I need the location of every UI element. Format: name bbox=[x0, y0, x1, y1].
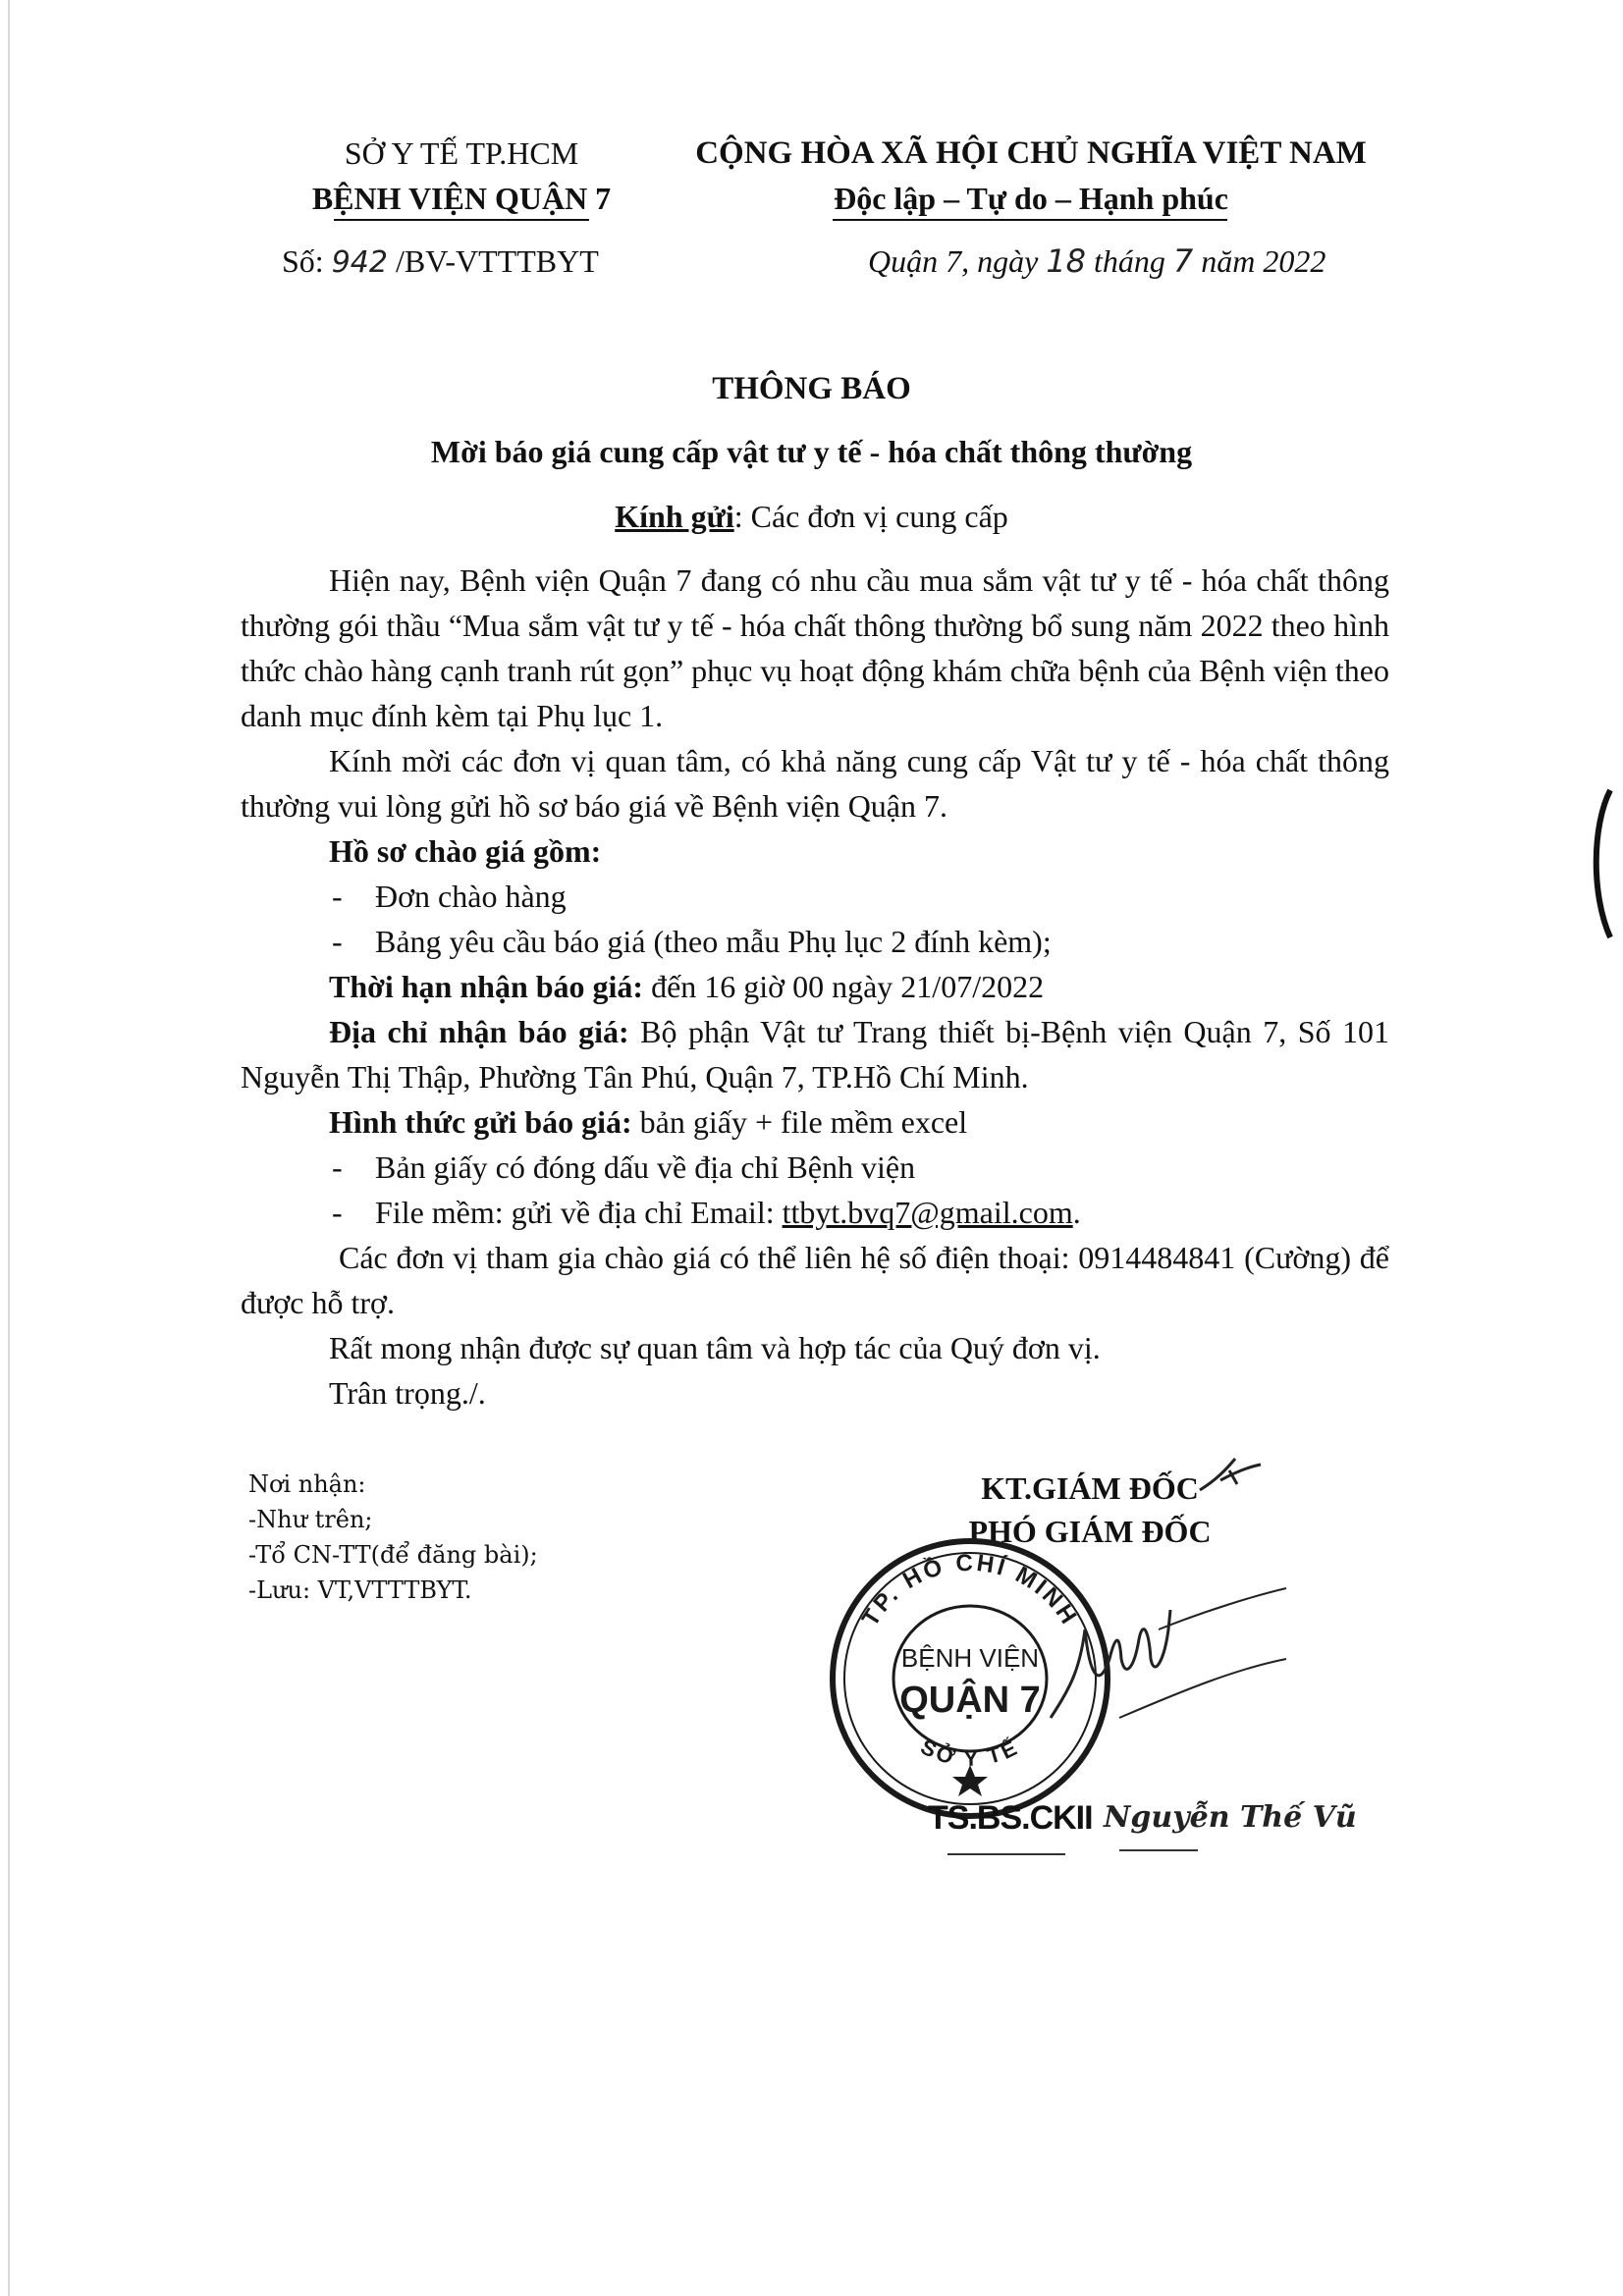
recipient-value: : Các đơn vị cung cấp bbox=[733, 499, 1008, 534]
document-title: THÔNG BÁO bbox=[712, 371, 911, 406]
date-part3: năm 2022 bbox=[1201, 243, 1326, 279]
address-label: Địa chỉ nhận báo giá: bbox=[329, 1014, 629, 1049]
method-item-1: Bản giấy có đóng dấu về địa chỉ Bệnh viện bbox=[375, 1149, 916, 1185]
hospital-name: BỆNH VIỆN QUẬN 7 bbox=[311, 181, 612, 216]
recipient-item-2: -Tổ CN-TT(để đăng bài); bbox=[248, 1541, 538, 1569]
recipient-item-3: -Lưu: VT,VTTTBYT. bbox=[248, 1576, 472, 1604]
bullet-dash: - bbox=[332, 1195, 343, 1230]
signer-role-1: KT.GIÁM ĐỐC bbox=[981, 1470, 1199, 1506]
recipient-label: Kính gửi bbox=[615, 499, 734, 534]
bullet-dash: - bbox=[332, 924, 343, 959]
recipient-item-1: -Như trên; bbox=[248, 1506, 373, 1533]
method-value: bản giấy + file mềm excel bbox=[631, 1104, 968, 1140]
seal-bottom-text: SỞ Y TẾ bbox=[916, 1734, 1024, 1771]
closing-line-1: Rất mong nhận được sự quan tâm và hợp tác của Quý đơn vị. bbox=[329, 1330, 1101, 1365]
signer-name-handwritten: Nguyễn Thế Vũ bbox=[1104, 1800, 1357, 1835]
handwritten-signature-icon bbox=[1041, 1571, 1296, 1747]
date-part2: tháng bbox=[1094, 243, 1165, 279]
issue-date bbox=[868, 241, 1325, 281]
republic-title: CỘNG HÒA XÃ HỘI CHỦ NGHĨA VIỆT NAM bbox=[695, 135, 1367, 171]
date-month-handwritten: 7 bbox=[1172, 242, 1194, 280]
bullet-dash: - bbox=[332, 1149, 343, 1185]
number-suffix: /BV-VTTTBYT bbox=[395, 243, 599, 279]
closing-line-2: Trân trọng./. bbox=[329, 1375, 486, 1411]
method-label: Hình thức gửi báo giá: bbox=[329, 1104, 632, 1140]
motto-underline bbox=[833, 219, 1227, 221]
scan-edge bbox=[8, 0, 10, 2296]
signer-title: TS.BS.CKII bbox=[928, 1799, 1093, 1837]
bullet-dash: - bbox=[332, 879, 343, 914]
name-underline-2 bbox=[1119, 1849, 1198, 1851]
method-item-2 bbox=[375, 1190, 1081, 1235]
address-paragraph bbox=[241, 1009, 1389, 1099]
date-day-handwritten: 18 bbox=[1046, 242, 1087, 280]
document-subtitle: Mời báo giá cung cấp vật tư y tế - hóa chất thông thường bbox=[430, 434, 1193, 469]
deadline-value: đến 16 giờ 00 ngày 21/07/2022 bbox=[643, 969, 1045, 1004]
address-value: Bộ phận Vật tư Trang thiết bị-Bệnh viện Quận 7, Số 101 Nguyễn Thị Thập, Phường Tân Phú, Quận 7, TP.Hồ Chí Minh. bbox=[241, 1014, 1390, 1095]
initial-mark-icon bbox=[1196, 1451, 1265, 1500]
docs-item-2: Bảng yêu cầu báo giá (theo mẫu Phụ lục 2 đính kèm); bbox=[375, 924, 1052, 959]
email-link[interactable]: ttbyt.bvq7@gmail.com bbox=[782, 1195, 1073, 1230]
recipient-line bbox=[0, 497, 1623, 536]
seal-line-2: QUẬN 7 bbox=[899, 1680, 1041, 1721]
contact-paragraph: Các đơn vị tham gia chào giá có thể liên hệ số điện thoại: 0914484841 (Cường) để được hỗ trợ. bbox=[241, 1240, 1389, 1320]
number-prefix: Số: bbox=[282, 243, 324, 279]
name-underline-1 bbox=[947, 1853, 1065, 1855]
email-suffix: . bbox=[1072, 1195, 1081, 1230]
number-handwritten: 942 bbox=[331, 245, 388, 280]
email-prefix: File mềm: gửi về địa chỉ Email: bbox=[375, 1195, 783, 1230]
binding-mark-icon bbox=[1581, 785, 1620, 942]
recipients-label: Nơi nhận: bbox=[248, 1470, 366, 1498]
deadline-line bbox=[329, 964, 1044, 1009]
method-line bbox=[329, 1099, 967, 1145]
seal-top-text: TP. HỒ CHÍ MINH bbox=[856, 1549, 1084, 1631]
signer-role-2: PHÓ GIÁM ĐỐC bbox=[968, 1514, 1212, 1549]
seal-line-1: BỆNH VIỆN bbox=[900, 1643, 1040, 1673]
deadline-label: Thời hạn nhận báo giá: bbox=[329, 969, 644, 1004]
national-motto: Độc lập – Tự do – Hạnh phúc bbox=[834, 181, 1228, 216]
hospital-underline bbox=[334, 219, 589, 221]
docs-label: Hồ sơ chào giá gồm: bbox=[329, 833, 602, 869]
document-number bbox=[282, 241, 599, 283]
paragraph-1: Hiện nay, Bệnh viện Quận 7 đang có nhu cầu mua sắm vật tư y tế - hóa chất thông thường gói thầu “Mua sắm vật tư y tế - hóa chất thông thường bổ sung năm 2022 theo hình thức chào hàng cạnh tranh rút gọn” phục vụ hoạt động khám chữa bệnh của Bệnh viện theo danh mục đính kèm tại Phụ lục 1. bbox=[241, 562, 1389, 733]
docs-item-1: Đơn chào hàng bbox=[375, 879, 567, 914]
date-part1: Quận 7, ngày bbox=[868, 243, 1039, 279]
paragraph-2: Kính mời các đơn vị quan tâm, có khả năng cung cấp Vật tư y tế - hóa chất thông thường vui lòng gửi hồ sơ báo giá về Bệnh viện Quận 7. bbox=[241, 743, 1389, 824]
department-name: SỞ Y TẾ TP.HCM bbox=[344, 135, 579, 171]
